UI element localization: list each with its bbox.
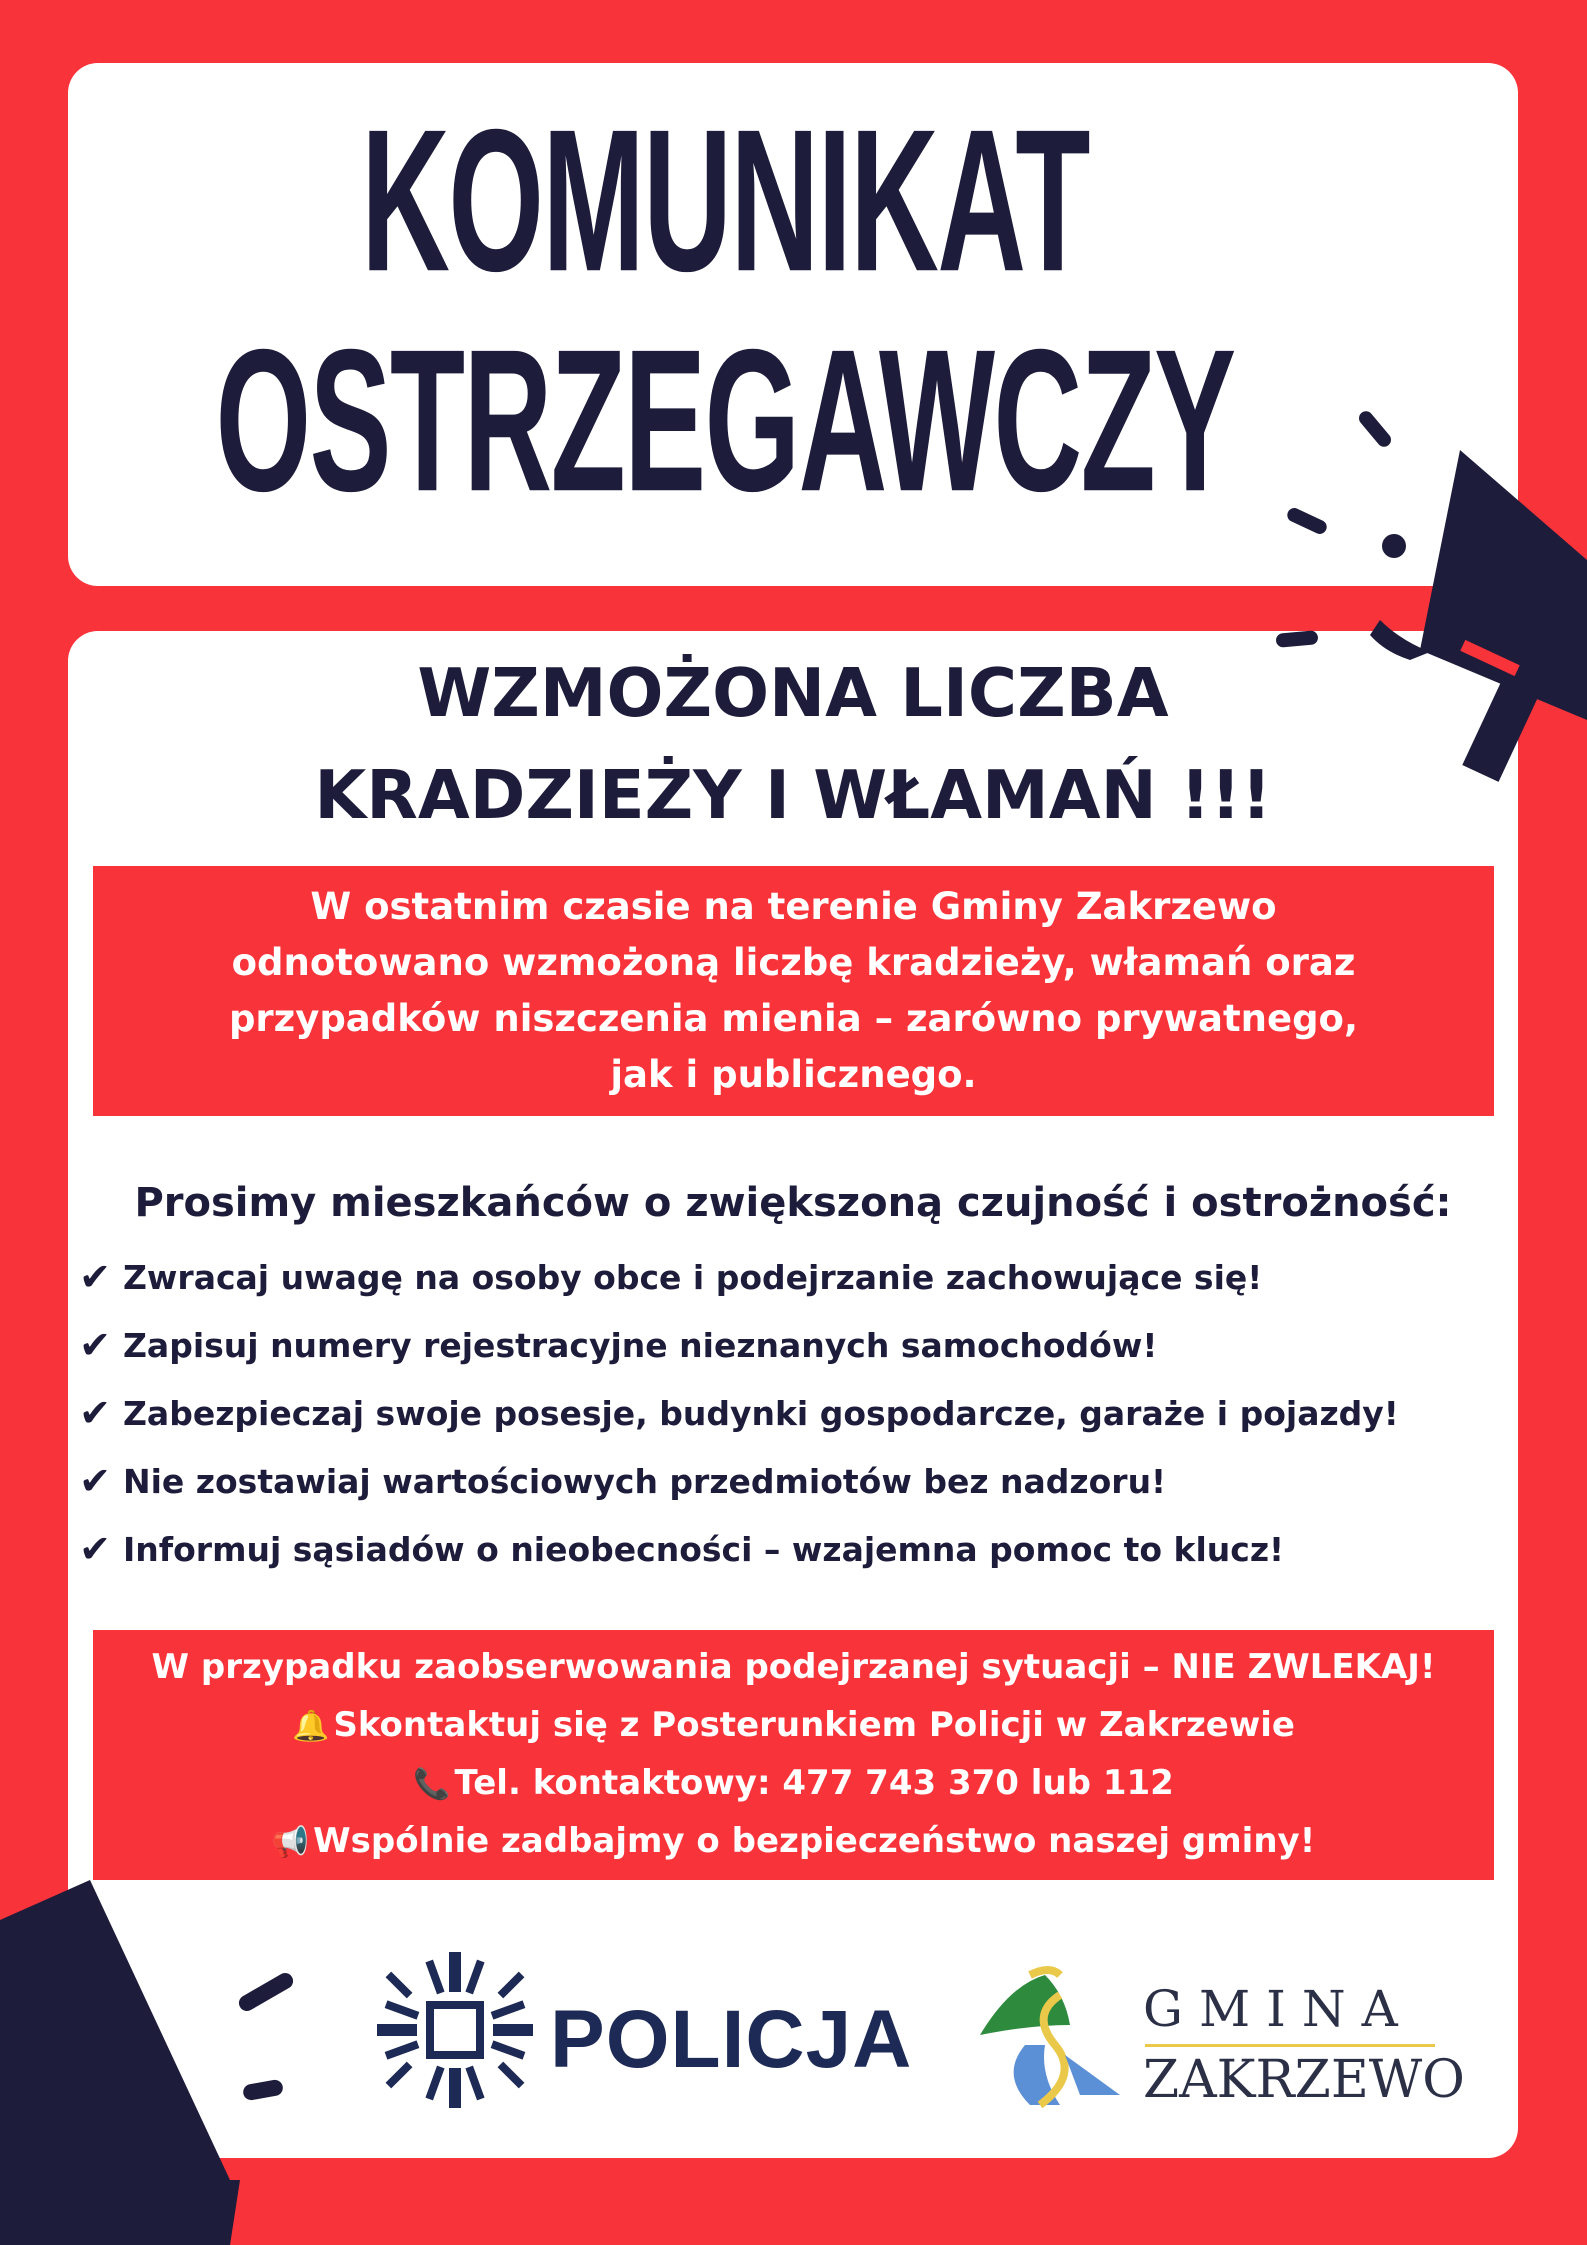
intro-line: przypadków niszczenia mienia – zarówno prywatnego, bbox=[228, 997, 1359, 1040]
gmina-logo-text-2: ZAKRZEWO bbox=[1143, 2050, 1465, 2110]
gmina-logo-text-1: GMINA bbox=[1143, 1980, 1414, 2038]
tip-text: Zapisuj numery rejestracyjne nieznanych samochodów! bbox=[123, 1325, 1158, 1365]
contact-line: 📢 Wspólnie zadbajmy o bezpieczeństwo naszej gminy! bbox=[271, 1821, 1316, 1861]
checkmark-icon: ✔ bbox=[79, 1255, 111, 1299]
megaphone-icon: 📢 bbox=[271, 1825, 310, 1860]
checkmark-icon: ✔ bbox=[79, 1323, 111, 1367]
contact-line: W przypadku zaobserwowania podejrzanej sytuacji – NIE ZWLEKAJ! bbox=[151, 1647, 1436, 1687]
list-item bbox=[75, 1255, 1262, 1299]
tip-text: Informuj sąsiadów o nieobecności – wzajemna pomoc to klucz! bbox=[123, 1529, 1285, 1569]
checkmark-icon: ✔ bbox=[79, 1527, 111, 1571]
policja-logo-text: POLICJA bbox=[550, 1994, 913, 2085]
tip-text: Zwracaj uwagę na osoby obce i podejrzanie zachowujące się! bbox=[123, 1257, 1263, 1297]
megaphone-icon bbox=[1260, 390, 1587, 790]
gmina-logo-emblem bbox=[970, 1955, 1130, 2115]
intro-box bbox=[93, 866, 1494, 1116]
bell-icon: 🔔 bbox=[292, 1709, 330, 1744]
title-line-1: KOMUNIKAT bbox=[361, 86, 1089, 314]
list-item bbox=[75, 1323, 1157, 1367]
checkmark-icon: ✔ bbox=[79, 1459, 111, 1503]
contact-line: 🔔 Skontaktuj się z Posterunkiem Policji w Zakrzewie bbox=[292, 1705, 1295, 1745]
title-line-2: OSTRZEGAWCZY bbox=[215, 306, 1235, 534]
list-item bbox=[75, 1391, 1399, 1435]
tip-text: Nie zostawiaj wartościowych przedmiotów bez nadzoru! bbox=[123, 1461, 1167, 1501]
list-item bbox=[75, 1459, 1166, 1503]
gmina-logo-divider bbox=[1145, 2044, 1435, 2047]
police-star-logo bbox=[375, 1950, 535, 2110]
tip-text: Zabezpieczaj swoje posesje, budynki gospodarcze, garaże i pojazdy! bbox=[123, 1393, 1399, 1433]
phone-icon: 📞 bbox=[413, 1767, 451, 1802]
request-heading: Prosimy mieszkańców o zwiększoną czujność i ostrożność: bbox=[134, 1180, 1452, 1226]
intro-line: odnotowano wzmożoną liczbę kradzieży, włamań oraz bbox=[231, 941, 1356, 984]
checkmark-icon: ✔ bbox=[79, 1391, 111, 1435]
contact-line: 📞 Tel. kontaktowy: 477 743 370 lub 112 bbox=[413, 1763, 1174, 1803]
subtitle-line-1: WZMOŻONA LICZBA bbox=[417, 654, 1169, 732]
intro-line: jak i publicznego. bbox=[610, 1053, 977, 1096]
intro-line: W ostatnim czasie na terenie Gminy Zakrzewo bbox=[310, 885, 1277, 928]
contact-box bbox=[93, 1630, 1494, 1880]
subtitle-line-2: KRADZIEŻY I WŁAMAŃ !!! bbox=[314, 756, 1272, 834]
list-item bbox=[75, 1527, 1284, 1571]
megaphone-icon bbox=[0, 1880, 330, 2245]
